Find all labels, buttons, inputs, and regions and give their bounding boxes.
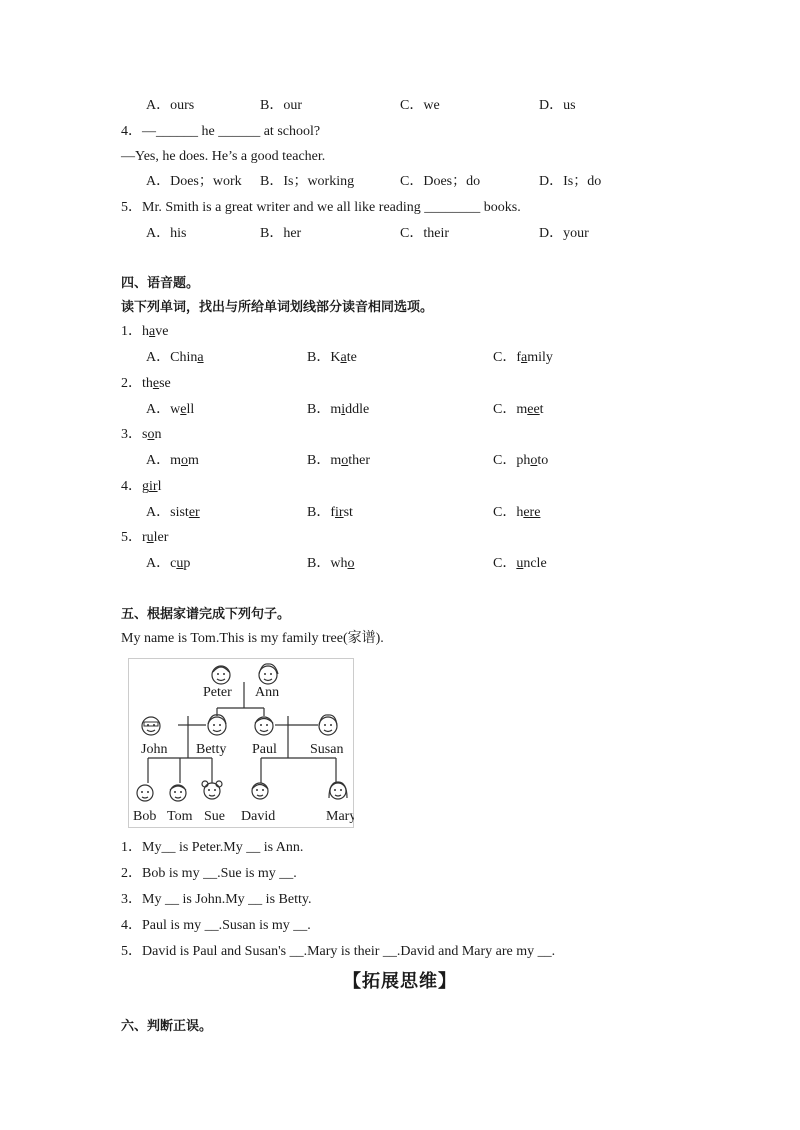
word-prefix: h bbox=[142, 324, 149, 339]
underlined-letters: i bbox=[341, 401, 346, 417]
q4-option-a: A．Does；work bbox=[146, 174, 242, 189]
word-suffix: ncle bbox=[523, 556, 547, 571]
question-number: 5． bbox=[121, 530, 142, 545]
family-sentence-2: 2．Bob is my __.Sue is my __. bbox=[121, 866, 297, 881]
question-number: 2． bbox=[121, 375, 142, 391]
ann-label: Ann bbox=[255, 685, 280, 700]
word-prefix: sist bbox=[170, 504, 189, 520]
option-label: A． bbox=[146, 453, 171, 468]
underlined-letters: a bbox=[521, 350, 528, 365]
phonetics-q1-option-a bbox=[146, 349, 204, 367]
extension-title: 【拓展思维】 bbox=[343, 971, 457, 992]
phonetics-q2-option-b bbox=[307, 401, 369, 419]
phonetics-q5-option-a bbox=[146, 555, 190, 573]
option-label: A． bbox=[146, 556, 171, 571]
underlined-letters: ere bbox=[523, 504, 541, 520]
word-prefix: h bbox=[516, 504, 524, 520]
underlined-letters: a bbox=[149, 324, 156, 339]
phonetics-q5-option-b bbox=[307, 555, 354, 573]
underlined-letters: ee bbox=[527, 401, 540, 417]
phonetics-question-4 bbox=[121, 478, 161, 496]
phonetics-q3-option-b bbox=[307, 452, 370, 470]
peter-label: Peter bbox=[203, 685, 232, 700]
family-intro: My name is Tom.This is my family tree(家谱). bbox=[121, 631, 384, 646]
phonetics-q2-option-a bbox=[146, 401, 194, 419]
word-prefix: f bbox=[516, 350, 522, 365]
q4-option-d: D．Is；do bbox=[539, 174, 602, 189]
word-prefix: th bbox=[142, 375, 153, 391]
underlined-letters: ir bbox=[149, 478, 158, 494]
phonetics-question-2 bbox=[121, 375, 171, 393]
underlined-letters: o bbox=[347, 556, 355, 571]
word-suffix: ddle bbox=[345, 401, 370, 417]
family-sentence-1: 1．My__ is Peter.My __ is Ann. bbox=[121, 840, 304, 855]
q4-stem: 4．—______ he ______ at school? bbox=[121, 124, 321, 139]
underlined-letters: ir bbox=[335, 504, 344, 520]
tom-label: Tom bbox=[167, 809, 193, 824]
david-face-icon bbox=[252, 783, 268, 799]
susan-label: Susan bbox=[310, 742, 344, 757]
word-prefix: ph bbox=[516, 453, 531, 468]
q3-option-d: D．us bbox=[539, 98, 576, 113]
q3-option-a: A．ours bbox=[146, 98, 195, 113]
word-prefix: g bbox=[142, 478, 149, 494]
phonetics-q4-option-a bbox=[146, 504, 200, 522]
q5-option-b: B．her bbox=[260, 226, 302, 241]
underlined-letters: a bbox=[340, 350, 347, 365]
word-prefix: c bbox=[170, 556, 177, 571]
underlined-letters: e bbox=[180, 401, 187, 417]
family-section-title: 五、根据家谱完成下列句子。 bbox=[121, 607, 291, 622]
phonetics-q1-option-b bbox=[307, 349, 357, 367]
word-prefix: m bbox=[516, 401, 528, 417]
david-label: David bbox=[241, 809, 276, 824]
phonetics-q3-option-c bbox=[493, 452, 548, 470]
q3-option-c: C．we bbox=[400, 98, 440, 113]
phonetics-q4-option-c bbox=[493, 504, 540, 522]
paul-face-icon bbox=[255, 717, 273, 735]
word-suffix: ther bbox=[348, 453, 370, 468]
family-sentence-4: 4．Paul is my __.Susan is my __. bbox=[121, 918, 311, 933]
phonetics-q4-option-b bbox=[307, 504, 353, 522]
word-suffix: m bbox=[188, 453, 199, 468]
word-prefix: m bbox=[330, 453, 342, 468]
family-sentence-5: 5．David is Paul and Susan's __.Mary is their __.David and Mary are my __. bbox=[121, 944, 556, 959]
word-prefix: f bbox=[330, 504, 336, 520]
phonetics-q1-option-c bbox=[493, 349, 553, 367]
option-label: B． bbox=[307, 350, 331, 365]
underlined-letters: e bbox=[152, 375, 160, 391]
family-tree-figure bbox=[128, 658, 354, 828]
question-number: 1． bbox=[121, 324, 142, 339]
option-label: C． bbox=[493, 401, 517, 417]
q4-option-c: C．Does；do bbox=[400, 174, 481, 189]
word-prefix: wh bbox=[330, 556, 348, 571]
tom-face-icon bbox=[170, 785, 186, 801]
word-suffix: st bbox=[343, 504, 353, 520]
bob-label: Bob bbox=[133, 809, 157, 824]
family-sentence-3: 3．My __ is John.My __ is Betty. bbox=[121, 892, 312, 907]
word-suffix: mily bbox=[527, 350, 553, 365]
peter-face-icon bbox=[212, 666, 230, 684]
word-suffix: p bbox=[183, 556, 191, 571]
underlined-letters: er bbox=[188, 504, 200, 520]
word-prefix: Chin bbox=[170, 350, 198, 365]
sue-face-icon bbox=[202, 781, 222, 799]
word-suffix: ll bbox=[186, 401, 195, 417]
word-suffix: te bbox=[346, 350, 357, 365]
option-label: B． bbox=[307, 401, 331, 417]
underlined-letters: a bbox=[197, 350, 204, 365]
sue-label: Sue bbox=[204, 809, 225, 824]
word-prefix: r bbox=[142, 530, 147, 545]
family-tree-svg bbox=[128, 658, 354, 828]
q3-option-b: B．our bbox=[260, 98, 302, 113]
ann-face-icon bbox=[259, 664, 278, 684]
option-label: C． bbox=[493, 556, 517, 571]
option-label: B． bbox=[307, 453, 331, 468]
phonetics-q3-option-a bbox=[146, 452, 199, 470]
underlined-letters: o bbox=[181, 453, 189, 468]
word-suffix: se bbox=[159, 375, 171, 391]
underlined-letters: o bbox=[530, 453, 538, 468]
john-label: John bbox=[141, 742, 168, 757]
word-suffix: to bbox=[537, 453, 549, 468]
option-label: C． bbox=[493, 453, 517, 468]
q4-option-b: B．Is；working bbox=[260, 174, 355, 189]
underlined-letters: o bbox=[341, 453, 349, 468]
word-suffix: n bbox=[154, 427, 162, 442]
underlined-letters: u bbox=[146, 530, 154, 545]
word-suffix: t bbox=[539, 401, 544, 417]
phonetics-question-5 bbox=[121, 529, 168, 547]
word-prefix: s bbox=[142, 427, 148, 442]
word-suffix: ler bbox=[153, 530, 169, 545]
q5-option-a: A．his bbox=[146, 226, 187, 241]
word-prefix: w bbox=[170, 401, 181, 417]
phonetics-instruction: 读下列单词，找出与所给单词划线部分读音相同选项。 bbox=[121, 300, 434, 315]
phonetics-question-1 bbox=[121, 323, 168, 341]
word-suffix: ve bbox=[155, 324, 169, 339]
underlined-letters: u bbox=[516, 556, 524, 571]
betty-face-icon bbox=[208, 715, 226, 735]
underlined-letters: u bbox=[176, 556, 184, 571]
option-label: A． bbox=[146, 401, 171, 417]
word-prefix: m bbox=[170, 453, 182, 468]
susan-face-icon bbox=[319, 715, 337, 735]
word-suffix: l bbox=[157, 478, 162, 494]
option-label: A． bbox=[146, 350, 171, 365]
judge-section-title: 六、判断正误。 bbox=[121, 1019, 213, 1034]
underlined-letters: o bbox=[147, 427, 155, 442]
word-prefix: K bbox=[330, 350, 341, 365]
bob-face-icon bbox=[137, 785, 153, 801]
betty-label: Betty bbox=[196, 742, 227, 757]
mary-label: Mary bbox=[326, 809, 354, 824]
word-prefix: m bbox=[330, 401, 342, 417]
phonetics-question-3 bbox=[121, 426, 161, 444]
q4-reply: —Yes, he does. He’s a good teacher. bbox=[121, 149, 326, 164]
option-label: A． bbox=[146, 504, 171, 520]
option-label: B． bbox=[307, 556, 331, 571]
john-face-icon bbox=[142, 717, 160, 735]
q5-stem: 5．Mr. Smith is a great writer and we all like reading ________ books. bbox=[121, 200, 521, 215]
phonetics-section-title: 四、语音题。 bbox=[121, 276, 200, 291]
option-label: C． bbox=[493, 504, 517, 520]
phonetics-q5-option-c bbox=[493, 555, 547, 573]
question-number: 3． bbox=[121, 427, 142, 442]
q5-option-c: C．their bbox=[400, 226, 449, 241]
mary-face-icon bbox=[329, 782, 347, 799]
paul-label: Paul bbox=[252, 742, 277, 757]
question-number: 4． bbox=[121, 478, 142, 494]
option-label: B． bbox=[307, 504, 331, 520]
q5-option-d: D．your bbox=[539, 226, 589, 241]
option-label: C． bbox=[493, 350, 517, 365]
phonetics-q2-option-c bbox=[493, 401, 544, 419]
